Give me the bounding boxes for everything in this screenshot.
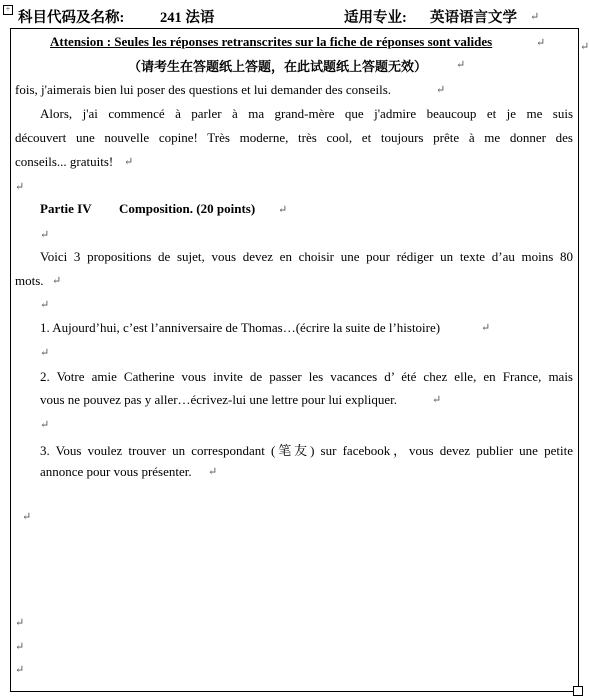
attention-notice: Attension : Seules les réponses retranscrites sur la fiche de réponses sont valides xyxy=(50,34,493,49)
answer-frame xyxy=(10,28,579,692)
paragraph-mark: ↵ xyxy=(208,466,218,478)
paragraph-mark: ↵ xyxy=(52,275,62,287)
table-resize-handle[interactable] xyxy=(573,686,583,696)
paragraph-mark: ↵ xyxy=(40,347,50,359)
paragraph-mark: ↵ xyxy=(15,664,25,676)
major-value: 英语语言文学 xyxy=(430,10,517,26)
instruction-line: mots. xyxy=(15,273,44,288)
topic-3-line: 3. Vous voulez trouver un correspondant (笔友) sur facebook，vous devez publier une petite xyxy=(40,443,573,458)
topic-2-line: 2. Votre amie Catherine vous invite de passer les vacances d’ été chez elle, en France, mais xyxy=(40,369,573,384)
paragraph-mark: ↵ xyxy=(40,229,50,241)
topic-3-line: annonce pour vous présenter. xyxy=(40,464,192,479)
paragraph-mark: ↵ xyxy=(530,11,540,23)
text-line: découvert une nouvelle copine! Très moderne, très cool, et toujours prête à me donner des xyxy=(15,130,573,145)
text-line: fois, j'aimerais bien lui poser des questions et lui demander des conseils. xyxy=(15,82,392,97)
paragraph-mark: ↵ xyxy=(436,84,446,96)
text-line: conseils... gratuits! xyxy=(15,154,114,169)
paragraph-mark: ↵ xyxy=(15,641,25,653)
paragraph-mark: ↵ xyxy=(124,156,134,168)
table-move-handle[interactable]: + xyxy=(3,5,13,15)
part-title: Composition. (20 points) xyxy=(119,201,256,216)
paragraph-mark: ↵ xyxy=(22,511,32,523)
text-line: Alors, j'ai commencé à parler à ma grand-mère que j'admire beaucoup et je me suis xyxy=(40,106,573,121)
paragraph-mark: ↵ xyxy=(15,181,25,193)
paragraph-mark: ↵ xyxy=(432,394,442,406)
topic-1: 1. Aujourd’hui, c’est l’anniversaire de Thomas…(écrire la suite de l’histoire) xyxy=(40,320,441,335)
topic-2-line: vous ne pouvez pas y aller…écrivez-lui une lettre pour lui expliquer. xyxy=(40,392,398,407)
subject-code-label: 科目代码及名称: xyxy=(18,10,125,26)
subject-code-value: 241 法语 xyxy=(160,10,215,26)
part-number: Partie IV xyxy=(40,201,92,216)
instruction-line: Voici 3 propositions de sujet, vous devez en choisir une pour rédiger un texte d’au moins 80 xyxy=(40,249,573,264)
paragraph-mark: ↵ xyxy=(456,59,466,71)
paragraph-mark: ↵ xyxy=(536,37,546,49)
paragraph-mark: ↵ xyxy=(40,299,50,311)
paragraph-mark: ↵ xyxy=(40,419,50,431)
chinese-notice: （请考生在答题纸上答题，在此试题纸上答题无效） xyxy=(128,59,428,74)
paragraph-mark: ↵ xyxy=(481,322,491,334)
paragraph-mark: ↵ xyxy=(15,617,25,629)
major-label: 适用专业: xyxy=(344,10,407,26)
paragraph-mark: ↵ xyxy=(580,41,589,53)
paragraph-mark: ↵ xyxy=(278,204,288,216)
